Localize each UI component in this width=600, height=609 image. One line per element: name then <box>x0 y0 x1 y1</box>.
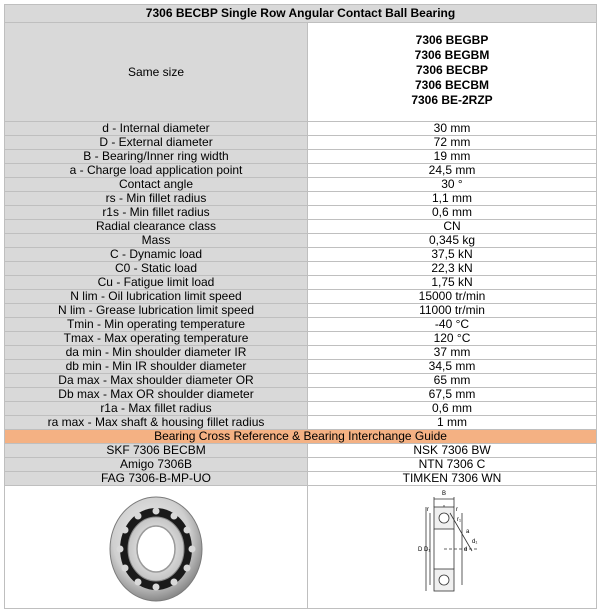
bearing-drawing-cell <box>308 486 597 609</box>
spec-row <box>5 248 597 262</box>
same-size-item: 7306 BEGBM <box>414 48 490 62</box>
sheet-title: 7306 BECBP Single Row Angular Contact Ball Bearing <box>5 5 597 23</box>
drawing-label-d1: d₁ <box>472 538 478 545</box>
drawing-label-B: B <box>441 490 447 497</box>
spec-label: r1s - Min fillet radius <box>5 206 308 220</box>
spec-label: N lim - Grease lubrication limit speed <box>5 304 308 318</box>
spec-row <box>5 206 597 220</box>
drawing-label-r1: r₁ <box>457 516 462 523</box>
spec-row <box>5 122 597 136</box>
title-row <box>5 5 597 23</box>
spec-value: 15000 tr/min <box>308 290 597 304</box>
spec-value: 19 mm <box>308 150 597 164</box>
spec-value: 72 mm <box>308 136 597 150</box>
spec-row <box>5 178 597 192</box>
cross-reference-heading: Bearing Cross Reference & Bearing Interchange Guide <box>5 430 597 444</box>
same-size-values <box>308 23 597 122</box>
spec-row <box>5 360 597 374</box>
spec-value: 0,6 mm <box>308 206 597 220</box>
spec-sheet <box>4 4 596 609</box>
spec-value: 1,75 kN <box>308 276 597 290</box>
same-size-item: 7306 BE-2RZP <box>411 93 493 107</box>
cross-reference-left: SKF 7306 BECBM <box>5 444 308 458</box>
spec-row <box>5 346 597 360</box>
same-size-item: 7306 BECBP <box>415 63 489 77</box>
spec-row <box>5 262 597 276</box>
spec-value: 0,345 kg <box>308 234 597 248</box>
image-row <box>5 486 597 609</box>
spec-label: B - Bearing/Inner ring width <box>5 150 308 164</box>
spec-label: C - Dynamic load <box>5 248 308 262</box>
bearing-photo <box>76 487 236 605</box>
spec-value: 34,5 mm <box>308 360 597 374</box>
cross-reference-row <box>5 444 597 458</box>
spec-label: Radial clearance class <box>5 220 308 234</box>
spec-label: D - External diameter <box>5 136 308 150</box>
spec-label: Db max - Max OR shoulder diameter <box>5 388 308 402</box>
spec-value: -40 °C <box>308 318 597 332</box>
bore <box>137 526 175 572</box>
spec-row <box>5 192 597 206</box>
spec-label: d - Internal diameter <box>5 122 308 136</box>
bearing-photo-cell <box>5 486 308 609</box>
spec-row <box>5 416 597 430</box>
spec-label: ra max - Max shaft & housing fillet radius <box>5 416 308 430</box>
spec-value: 1 mm <box>308 416 597 430</box>
spec-label: Tmax - Max operating temperature <box>5 332 308 346</box>
spec-label: Cu - Fatigue limit load <box>5 276 308 290</box>
spec-row <box>5 220 597 234</box>
spec-row <box>5 234 597 248</box>
spec-value: 11000 tr/min <box>308 304 597 318</box>
drawing-label-d: d <box>464 546 468 553</box>
spec-value: 65 mm <box>308 374 597 388</box>
spec-label: Mass <box>5 234 308 248</box>
drawing-label-D1: D₁ <box>424 546 431 553</box>
spec-value: 37,5 kN <box>308 248 597 262</box>
spec-label: Da max - Max shoulder diameter OR <box>5 374 308 388</box>
same-size-item: 7306 BEGBP <box>415 33 489 47</box>
spec-label: a - Charge load application point <box>5 164 308 178</box>
spec-value: 30 ° <box>308 178 597 192</box>
spec-table <box>4 4 597 609</box>
spec-row <box>5 402 597 416</box>
cross-reference-left: Amigo 7306B <box>5 458 308 472</box>
spec-label: da min - Min shoulder diameter IR <box>5 346 308 360</box>
spec-row <box>5 150 597 164</box>
spec-row <box>5 318 597 332</box>
spec-label: rs - Min fillet radius <box>5 192 308 206</box>
spec-row <box>5 374 597 388</box>
spec-value: 1,1 mm <box>308 192 597 206</box>
spec-row <box>5 164 597 178</box>
drawing-label-r-side: r <box>456 506 458 513</box>
spec-value: 30 mm <box>308 122 597 136</box>
spec-label: Contact angle <box>5 178 308 192</box>
spec-row <box>5 332 597 346</box>
drawing-label-r-top: r <box>427 506 429 513</box>
spec-row <box>5 136 597 150</box>
spec-label: C0 - Static load <box>5 262 308 276</box>
spec-value: 24,5 mm <box>308 164 597 178</box>
cross-reference-left: FAG 7306-B-MP-UO <box>5 472 308 486</box>
spec-value: 0,6 mm <box>308 402 597 416</box>
cross-reference-heading-row <box>5 430 597 444</box>
cross-reference-right: NTN 7306 C <box>308 458 597 472</box>
spec-value: 37 mm <box>308 346 597 360</box>
drawing-label-a: a <box>466 528 470 535</box>
cross-reference-row <box>5 472 597 486</box>
spec-row <box>5 388 597 402</box>
spec-row <box>5 276 597 290</box>
spec-label: db min - Min IR shoulder diameter <box>5 360 308 374</box>
cross-reference-row <box>5 458 597 472</box>
same-size-label: Same size <box>5 23 308 122</box>
spec-value: CN <box>308 220 597 234</box>
bearing-drawing <box>382 487 522 605</box>
spec-value: 120 °C <box>308 332 597 346</box>
spec-row <box>5 304 597 318</box>
spec-value: 67,5 mm <box>308 388 597 402</box>
spec-label: Tmin - Min operating temperature <box>5 318 308 332</box>
cross-reference-right: TIMKEN 7306 WN <box>308 472 597 486</box>
spec-value: 22,3 kN <box>308 262 597 276</box>
same-size-row <box>5 23 597 122</box>
spec-label: r1a - Max fillet radius <box>5 402 308 416</box>
cross-reference-right: NSK 7306 BW <box>308 444 597 458</box>
same-size-item: 7306 BECBM <box>414 78 490 92</box>
spec-row <box>5 290 597 304</box>
drawing-label-D: D <box>418 546 423 553</box>
spec-label: N lim - Oil lubrication limit speed <box>5 290 308 304</box>
